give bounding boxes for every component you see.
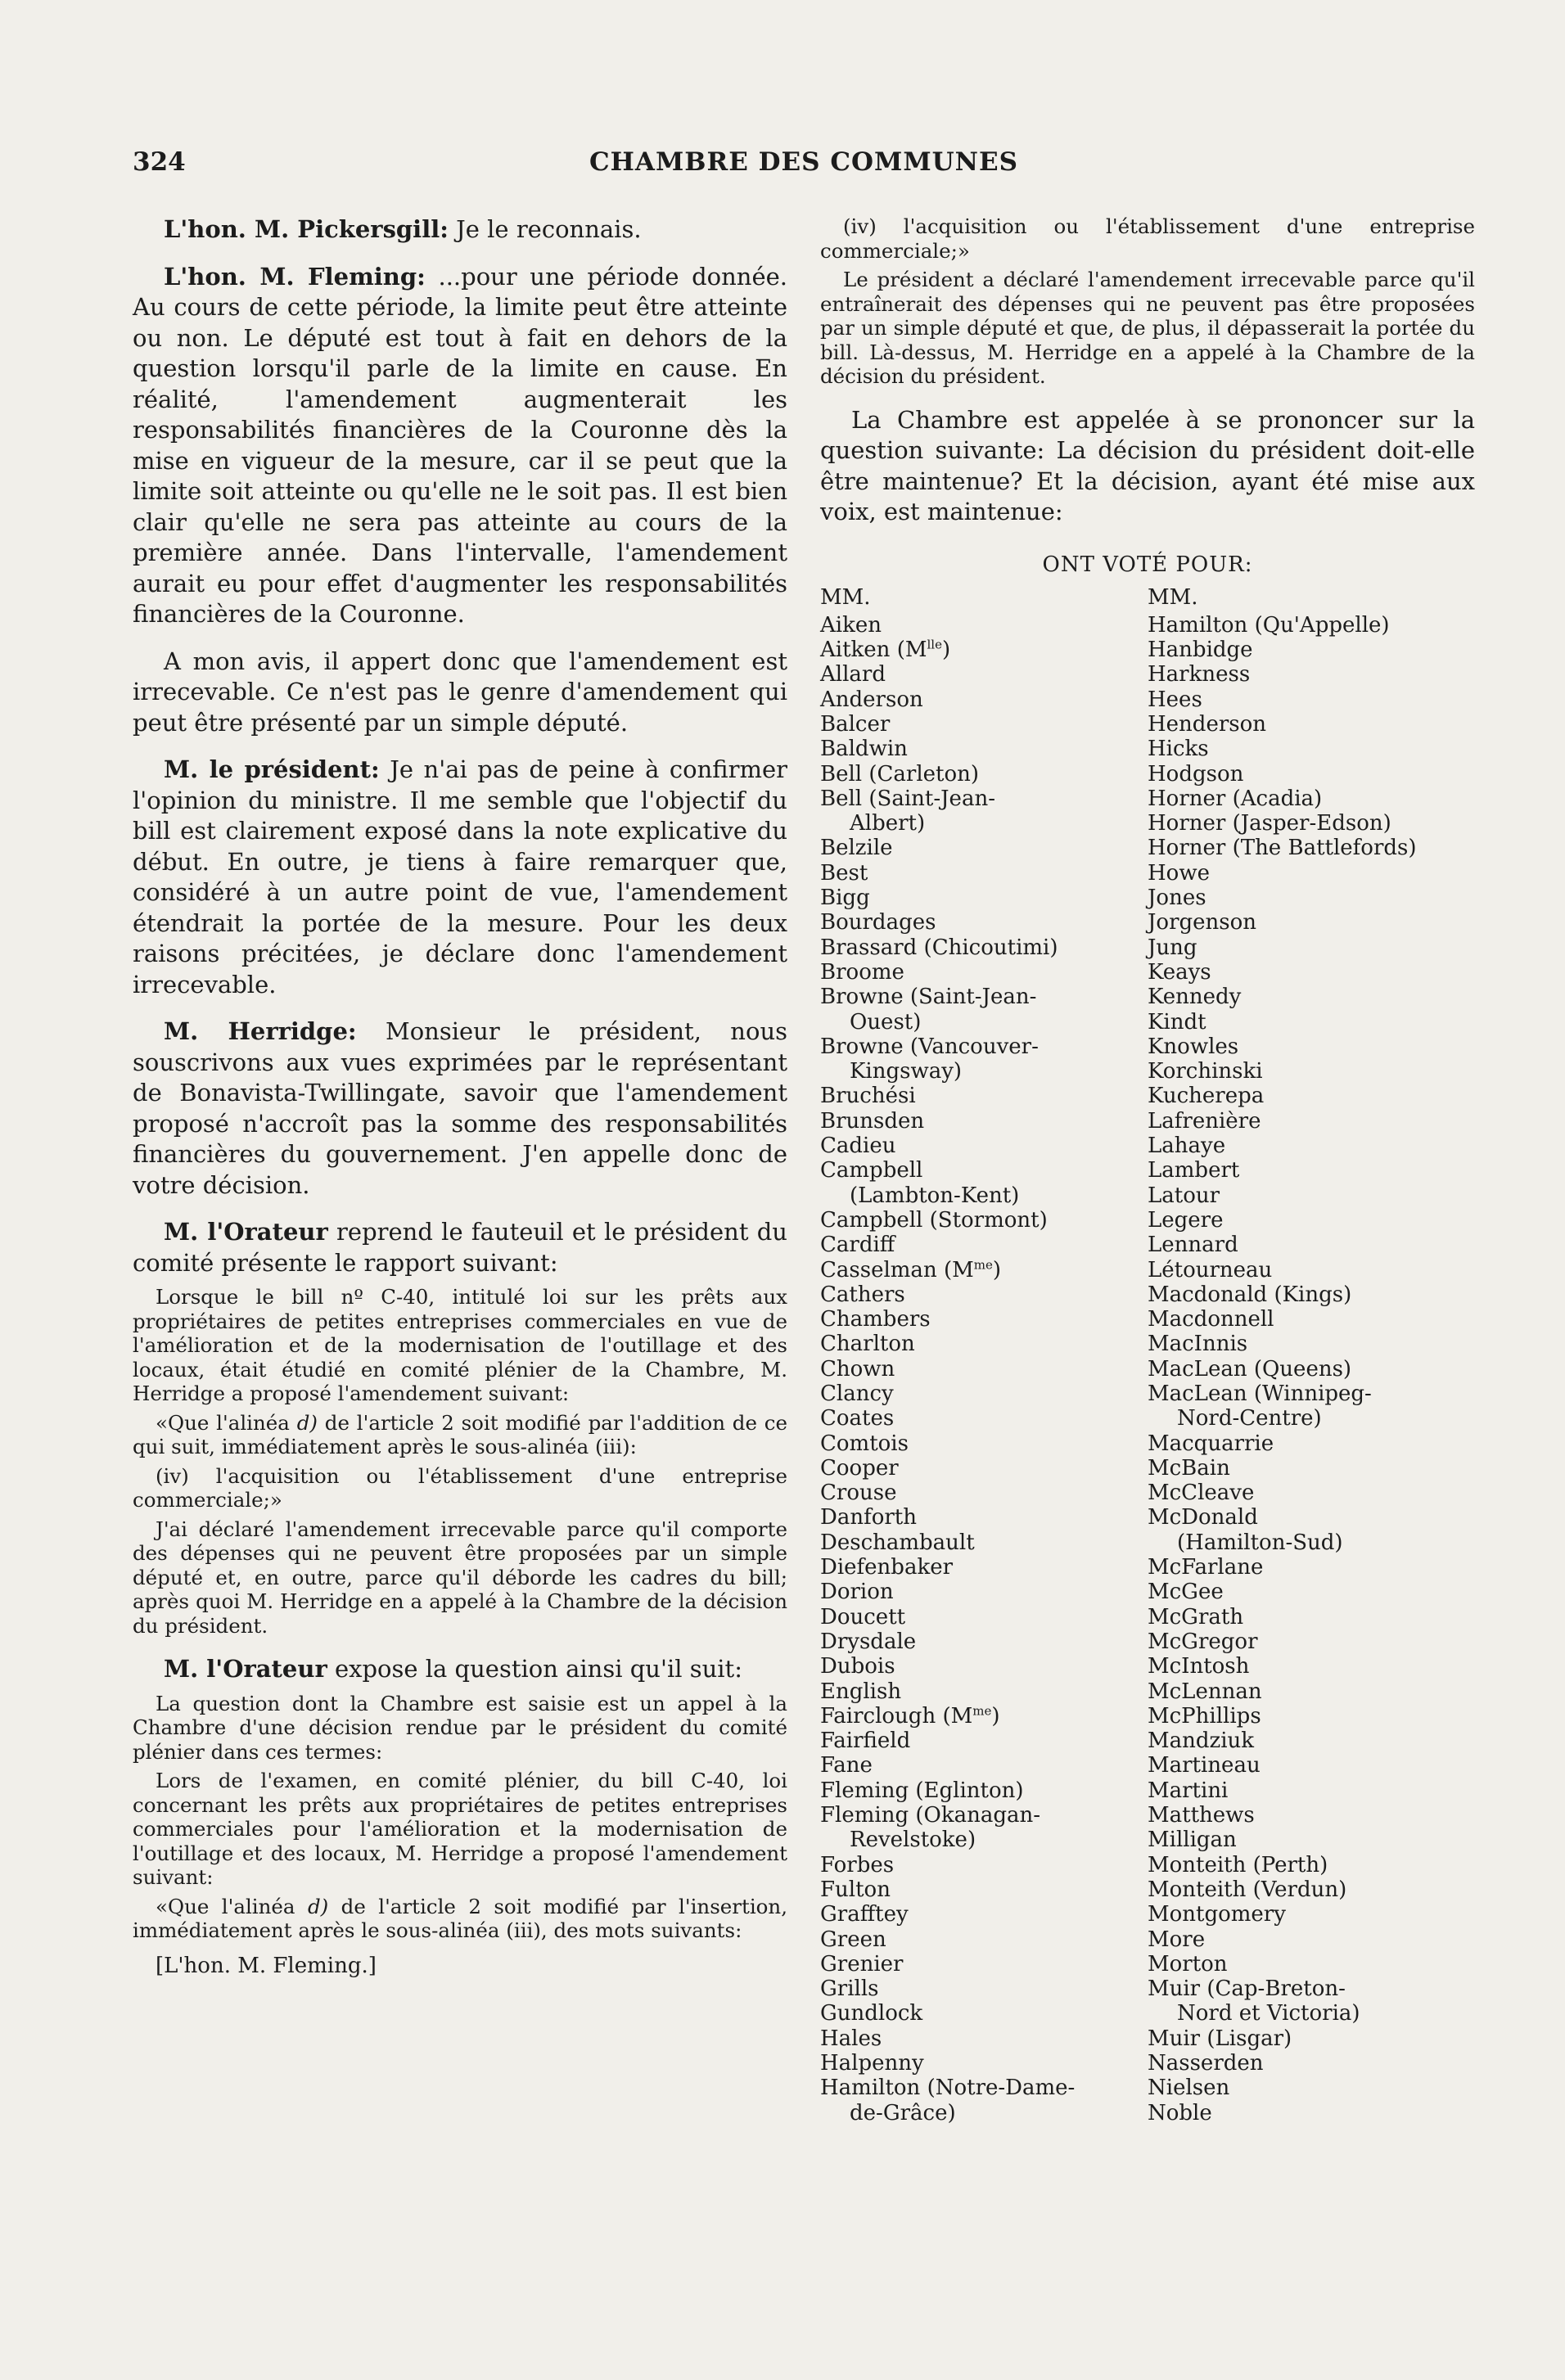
member-name: Anderson: [820, 687, 923, 712]
member-name: Bigg: [820, 886, 870, 911]
member-name: Muir (Lisgar): [1148, 2026, 1292, 2051]
member-name: Chown: [820, 1356, 895, 1382]
speaker-name: M. Herridge:: [164, 1017, 357, 1045]
speaker-name: L'hon. M. Pickersgill:: [164, 215, 449, 243]
speech-text: ...pour une période donnée. Au cours de cette période, la limite peut être atteinte ou non. Le député est tout à fait en dehors de la question lorsqu'il parle de la limite en cause. En réalité, l'amendement augmenterait les responsabilités financières de la Couronne dès la mise en vigueur de la mesure, car il se peut que la limite soit atteinte ou qu'elle ne le soit pas. Il est bien clair qu'elle ne sera pas atteinte au cours de la première année. Dans l'intervalle, l'amendement aurait eu pour effet d'augmenter les responsabilités financières de la Couronne.: [133, 262, 788, 628]
member-name: McPhillips: [1148, 1703, 1261, 1729]
paragraph: [133, 214, 787, 246]
member-name: Nord et Victoria): [1177, 2001, 1360, 2026]
member-name: Grills: [820, 1977, 879, 2002]
member-name: Diefenbaker: [820, 1555, 954, 1580]
member-name: Grafftey: [820, 1902, 909, 1927]
quote-part: «Que l'alinéa: [156, 1410, 297, 1435]
paragraph: [133, 1217, 787, 1278]
quoted-text: [133, 1411, 787, 1459]
paragraph: [133, 1016, 787, 1201]
vote-column-right: [1148, 585, 1475, 2125]
member-name: Korchinski: [1148, 1059, 1263, 1084]
member-name: Charlton: [820, 1332, 915, 1357]
speech-text: expose la question ainsi qu'il suit:: [327, 1655, 742, 1683]
member-name: (Hamilton-Sud): [1177, 1530, 1343, 1555]
page-reference: [L'hon. M. Fleming.]: [156, 1953, 377, 1978]
speech-text: reprend le fauteuil et le président du comité présente le rapport suivant:: [133, 1218, 787, 1277]
member-name: Knowles: [1148, 1034, 1239, 1059]
member-name: Nasserden: [1148, 2051, 1264, 2076]
member-name: Latour: [1148, 1183, 1220, 1208]
member-name: Campbell (Stormont): [820, 1207, 1048, 1233]
quoted-text: (iv) l'acquisition ou l'établissement d'une entreprise commerciale;»: [820, 214, 1475, 263]
member-name: Campbell: [820, 1158, 923, 1183]
member-name: Chambers: [820, 1307, 931, 1332]
member-name: de-Grâce): [850, 2100, 956, 2125]
member-name: McGee: [1148, 1580, 1224, 1605]
quoted-text: Le président a déclaré l'amendement irrecevable parce qu'il entraînerait des dépenses qui ne peuvent pas être proposées par un simple député et que, de plus, il dépasserait la portée du bill. Là-dessus, M. Herridge en a appelé à la Chambre de la décision du président.: [820, 268, 1475, 388]
quote-part: d): [296, 1410, 318, 1435]
member-name: Bell (Saint-Jean-: [820, 786, 995, 811]
member-name: Hamilton (Notre-Dame-: [820, 2076, 1076, 2101]
paragraph: La Chambre est appelée à se prononcer sur la question suivante: La décision du président doit-elle être maintenue? Et la décision, ayant été mise aux voix, est maintenue:: [820, 405, 1475, 525]
member-name: MacLean (Queens): [1148, 1356, 1352, 1382]
member-name: More: [1148, 1927, 1206, 1952]
member-name: Morton: [1148, 1951, 1228, 1977]
member-name: Halpenny: [820, 2051, 924, 2076]
member-name: Crouse: [820, 1481, 897, 1506]
page-header: [133, 147, 1475, 188]
member-name: Ouest): [850, 1009, 922, 1034]
right-column: [820, 214, 1475, 2125]
member-name: Montgomery: [1148, 1902, 1286, 1927]
page-number: 324: [133, 147, 186, 177]
member-name: Hicks: [1148, 737, 1209, 762]
member-name: Legere: [1148, 1207, 1224, 1233]
member-name: Dorion: [820, 1580, 894, 1605]
member-name: McIntosh: [1148, 1654, 1250, 1679]
member-name: Deschambault: [820, 1530, 975, 1555]
member-name: (Lambton-Kent): [850, 1183, 1020, 1208]
member-name: McDonald: [1148, 1505, 1258, 1530]
member-name: Nielsen: [1148, 2076, 1230, 2101]
member-name: Matthews: [1148, 1803, 1255, 1828]
member-name: Jones: [1148, 886, 1206, 911]
paragraph: A mon avis, il appert donc que l'amendement est irrecevable. Ce n'est pas le genre d'amendement qui peut être présenté par un simple député.: [133, 647, 787, 737]
speaker-name: M. le président:: [164, 755, 380, 783]
member-name: Drysdale: [820, 1629, 917, 1654]
member-name: McFarlane: [1148, 1555, 1264, 1580]
member-name: McCleave: [1148, 1481, 1255, 1506]
member-name: Gundlock: [820, 2001, 923, 2026]
member-name: Macquarrie: [1148, 1431, 1274, 1456]
member-name: Mandziuk: [1148, 1729, 1255, 1754]
member-name: Cardiff: [820, 1233, 895, 1258]
member-name: Browne (Vancouver-: [820, 1034, 1039, 1059]
member-name: Allard: [820, 662, 886, 687]
member-name: Monteith (Verdun): [1148, 1877, 1347, 1902]
quote-part: de l'article 2 soit modifié par l'insertion, immédiatement après le sous-alinéa (iii), des mots suivants:: [133, 1894, 787, 1942]
member-name: Casselman $(M^{me})$: [820, 1256, 1001, 1282]
vote-heading: ONT VOTÉ POUR:: [1042, 552, 1253, 577]
member-name: Muir (Cap-Breton-: [1148, 1977, 1346, 2002]
member-name: Fleming (Eglinton): [820, 1778, 1024, 1803]
member-name: Baldwin: [820, 737, 908, 762]
member-name: Nord-Centre): [1177, 1406, 1322, 1431]
member-name: Fleming (Okanagan-: [820, 1803, 1041, 1828]
member-name: MacInnis: [1148, 1332, 1248, 1357]
quote-part: d): [307, 1894, 329, 1918]
member-name: Dubois: [820, 1654, 895, 1679]
member-name: Lennard: [1148, 1233, 1238, 1258]
member-name: Green: [820, 1927, 886, 1952]
speaker-name: M. l'Orateur: [164, 1655, 327, 1683]
member-name: MacLean (Winnipeg-: [1148, 1382, 1372, 1406]
speaker-name: L'hon. M. Fleming:: [164, 262, 426, 291]
member-name: Kindt: [1148, 1009, 1206, 1034]
member-name: Martini: [1148, 1778, 1229, 1803]
quote-part: «Que l'alinéa: [156, 1894, 308, 1918]
member-name: McLennan: [1148, 1679, 1262, 1704]
member-name: Kucherepa: [1148, 1084, 1265, 1109]
member-name: Jorgenson: [1148, 910, 1257, 935]
member-name: Bourdages: [820, 910, 936, 935]
member-name: Keays: [1148, 959, 1211, 985]
member-name: Fairclough $(M^{me})$: [820, 1703, 1000, 1729]
member-name: Danforth: [820, 1505, 917, 1530]
paragraph: [133, 755, 787, 1000]
member-name: Fulton: [820, 1877, 891, 1902]
member-name: Lambert: [1148, 1158, 1240, 1183]
speaker-name: M. l'Orateur: [164, 1218, 328, 1246]
member-name: Brassard (Chicoutimi): [820, 935, 1058, 960]
member-name: Cathers: [820, 1282, 905, 1307]
vote-column-left: [820, 585, 1148, 2125]
column-header: MM.: [820, 584, 871, 610]
member-name: Henderson: [1148, 711, 1267, 737]
quoted-text: Lors de l'examen, en comité plénier, du bill C-40, loi concernant les prêts aux propriétaires de petites entreprises commerciales pour l'amélioration et la modernisation de l'outillage et des locaux, M. Herridge a proposé l'amendement suivant:: [133, 1769, 787, 1889]
member-name: Macdonnell: [1148, 1307, 1274, 1332]
member-name: Broome: [820, 959, 904, 985]
member-name: Balcer: [820, 711, 891, 737]
member-name: Martineau: [1148, 1753, 1261, 1778]
member-name: Coates: [820, 1406, 895, 1431]
member-name: McGrath: [1148, 1604, 1244, 1629]
speech-text: Je le reconnais.: [448, 215, 642, 243]
member-name: Hodgson: [1148, 761, 1244, 787]
member-name: Cadieu: [820, 1134, 896, 1159]
member-name: Aiken: [820, 612, 882, 638]
member-name: Bell (Carleton): [820, 761, 980, 787]
running-title: CHAMBRE DES COMMUNES: [589, 147, 1019, 177]
quoted-text: La question dont la Chambre est saisie est un appel à la Chambre d'une décision rendue par le président du comité plénier dans ces termes:: [133, 1691, 787, 1764]
member-name: Lafrenière: [1148, 1108, 1261, 1134]
member-name: Létourneau: [1148, 1257, 1273, 1282]
paragraph: [133, 1654, 787, 1685]
quoted-text: Lorsque le bill nº C-40, intitulé loi sur les prêts aux propriétaires de petites entreprises commerciales en vue de l'amélioration et de la modernisation de l'outillage et des locaux, était étudié en comité plénier de la Chambre, M. Herridge a proposé l'amendement suivant:: [133, 1285, 787, 1405]
member-name: Fane: [820, 1753, 873, 1778]
member-name: Belzile: [820, 836, 893, 861]
member-name: Clancy: [820, 1382, 894, 1406]
member-name: Howe: [1148, 860, 1210, 886]
member-name: Hamilton (Qu'Appelle): [1148, 612, 1390, 638]
member-name: Macdonald (Kings): [1148, 1282, 1352, 1307]
member-name: Kingsway): [850, 1059, 963, 1084]
member-name: Lahaye: [1148, 1134, 1226, 1159]
member-name: Harkness: [1148, 662, 1251, 687]
member-name: English: [820, 1679, 902, 1704]
member-name: Monteith (Perth): [1148, 1852, 1328, 1877]
quoted-text: J'ai déclaré l'amendement irrecevable parce qu'il comporte des dépenses qui ne peuvent être proposées par un simple député et, en outre, parce qu'il déborde les cadres du bill; après quoi M. Herridge en a appelé à la Chambre de la décision du président.: [133, 1517, 787, 1638]
member-name: McGregor: [1148, 1629, 1258, 1654]
left-column: [133, 214, 787, 1979]
member-name: Revelstoke): [850, 1828, 976, 1853]
member-name: Jung: [1148, 935, 1197, 960]
member-name: Horner (Jasper-Edson): [1148, 811, 1391, 836]
member-name: Grenier: [820, 1951, 904, 1977]
member-name: McBain: [1148, 1455, 1230, 1481]
quoted-text: (iv) l'acquisition ou l'établissement d'une entreprise commerciale;»: [133, 1463, 787, 1512]
member-name: Best: [820, 860, 868, 886]
member-name: Milligan: [1148, 1828, 1237, 1853]
member-name: Forbes: [820, 1852, 895, 1877]
member-name: Aitken $(M^{lle})$: [820, 637, 951, 663]
member-name: Comtois: [820, 1431, 909, 1456]
member-name: Kennedy: [1148, 985, 1242, 1010]
member-name: Doucett: [820, 1604, 906, 1629]
member-name: Noble: [1148, 2100, 1212, 2125]
member-name: Brunsden: [820, 1108, 925, 1134]
member-name: Horner (Acadia): [1148, 786, 1323, 811]
member-name: Hees: [1148, 687, 1202, 712]
member-name: Bruchési: [820, 1084, 916, 1109]
quoted-text: [133, 1895, 787, 1943]
vote-list: [820, 585, 1475, 2125]
member-name: Cooper: [820, 1455, 899, 1481]
paragraph: [133, 262, 787, 630]
quote-part: de l'article 2 soit modifié par l'addition de ce qui suit, immédiatement après le sous-alinéa (iii):: [133, 1410, 788, 1458]
member-name: Albert): [850, 811, 926, 836]
member-name: Hanbidge: [1148, 638, 1253, 663]
speech-text: Je n'ai pas de peine à confirmer l'opinion du ministre. Il me semble que l'objectif du bill est clairement exposé dans la note explicative du début. En outre, je tiens à faire remarquer que, considéré à un autre point de vue, l'amendement étendrait la portée de la mesure. Pour les deux raisons précitées, je déclare donc l'amendement irrecevable.: [133, 755, 788, 998]
speech-text: Monsieur le président, nous souscrivons aux vues exprimées par le représentant de Bonavista-Twillingate, savoir que l'amendement proposé n'accroît pas la somme des responsabilités financières du gouvernement. J'en appelle donc de votre décision.: [133, 1017, 788, 1199]
column-header: MM.: [1148, 584, 1198, 610]
member-name: Horner (The Battlefords): [1148, 836, 1417, 861]
member-name: Fairfield: [820, 1729, 911, 1754]
member-name: Browne (Saint-Jean-: [820, 985, 1037, 1010]
member-name: Hales: [820, 2026, 882, 2051]
